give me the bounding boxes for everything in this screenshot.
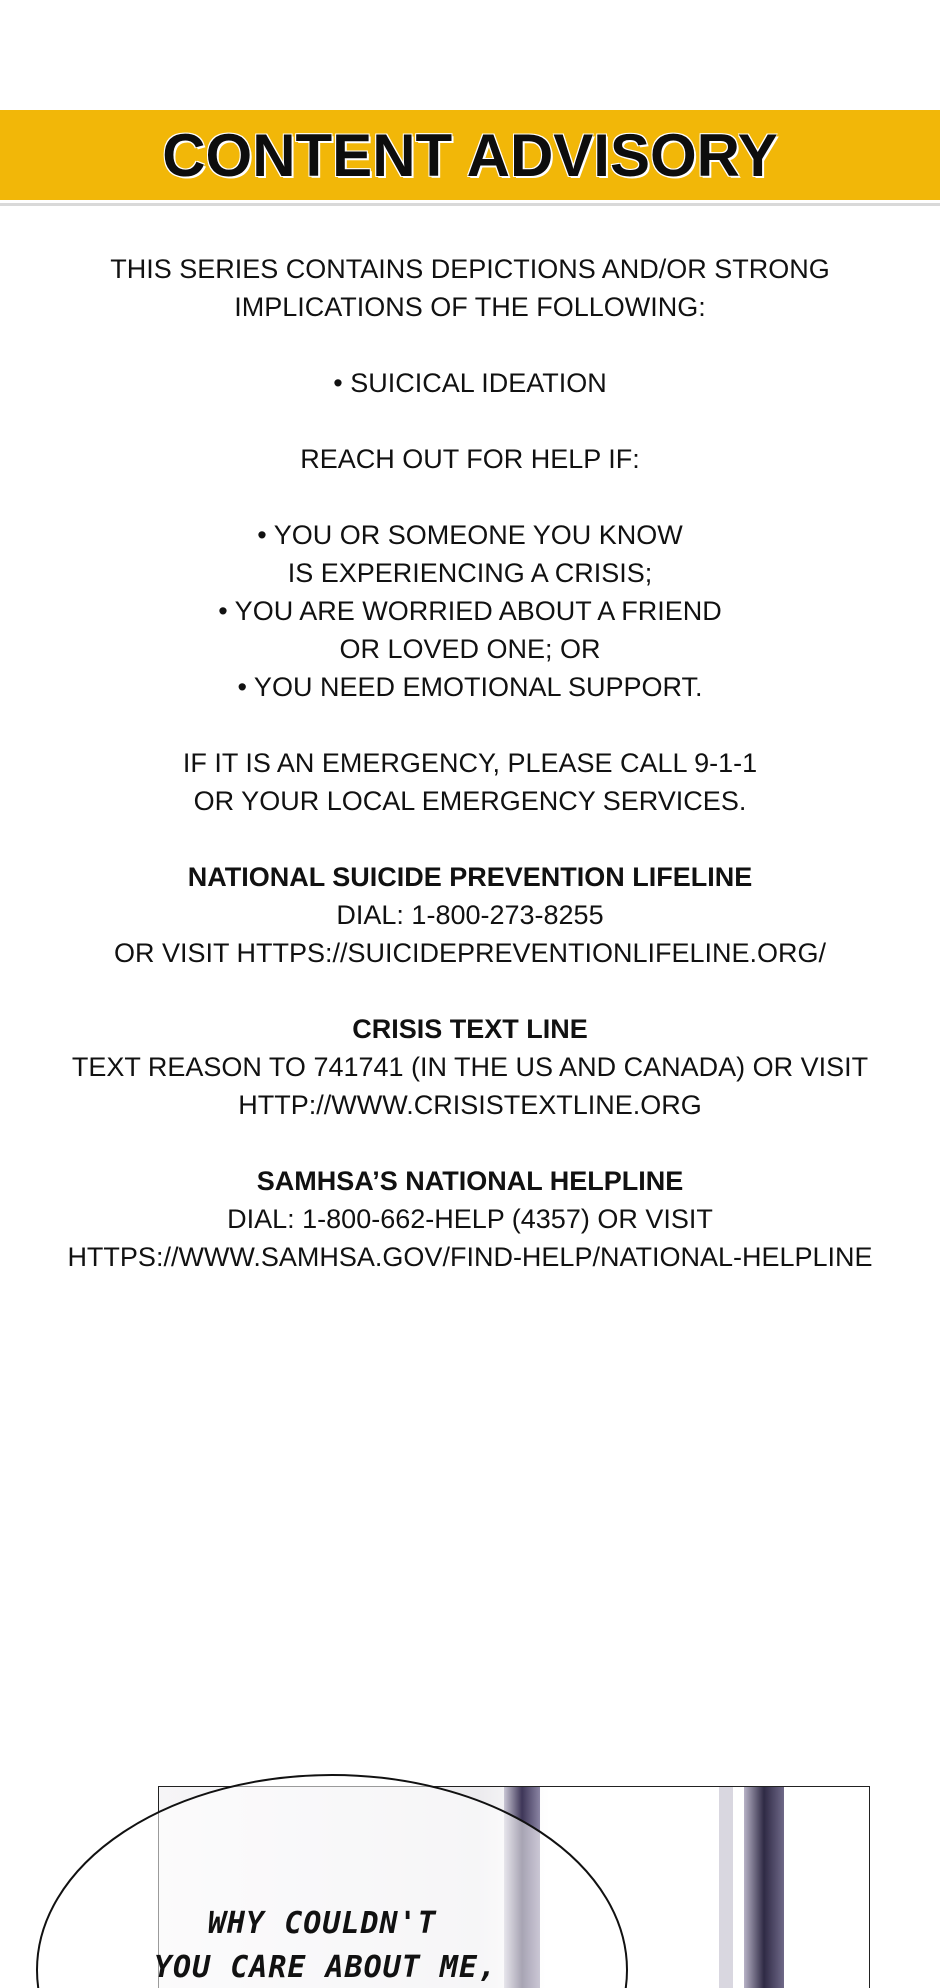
reach-out-item: OR LOVED ONE; OR xyxy=(339,634,601,664)
resource-detail: DIAL: 1-800-662-HELP (4357) OR VISIT xyxy=(227,1204,713,1234)
emergency-line: IF IT IS AN EMERGENCY, PLEASE CALL 9-1-1 xyxy=(182,748,758,778)
resource-link[interactable]: OR VISIT HTTPS://SUICIDEPREVENTIONLIFELINE.ORG/ xyxy=(113,938,827,968)
resource-name-samhsa: SAMHSA’S NATIONAL HELPLINE xyxy=(256,1166,684,1196)
reach-out-heading: REACH OUT FOR HELP IF: xyxy=(300,444,640,474)
reach-out-item: • YOU NEED EMOTIONAL SUPPORT. xyxy=(237,672,703,702)
reach-out-item: • YOU OR SOMEONE YOU KNOW xyxy=(257,520,683,550)
intro-line: THIS SERIES CONTAINS DEPICTIONS AND/OR STRONG xyxy=(110,254,830,284)
emergency-line: OR YOUR LOCAL EMERGENCY SERVICES. xyxy=(193,786,747,816)
content-advisory-banner xyxy=(0,110,940,203)
advisory-content xyxy=(0,250,940,1276)
speech-line: WHY COULDN'T xyxy=(208,1906,437,1941)
resource-name-lifeline: NATIONAL SUICIDE PREVENTION LIFELINE xyxy=(187,862,753,892)
reach-out-item: • YOU ARE WORRIED ABOUT A FRIEND xyxy=(218,596,722,626)
resource-link[interactable]: HTTP://WWW.CRISISTEXTLINE.ORG xyxy=(238,1090,702,1120)
resource-name-crisis-text-line: CRISIS TEXT LINE xyxy=(352,1014,588,1044)
speech-bubble-text xyxy=(130,1902,550,1988)
topic-item: • SUICICAL IDEATION xyxy=(333,368,607,398)
resource-detail: DIAL: 1-800-273-8255 xyxy=(336,900,604,930)
banner-title: CONTENT ADVISORY xyxy=(162,121,778,189)
resource-detail: TEXT REASON TO 741741 (IN THE US AND CANADA) OR VISIT xyxy=(71,1052,869,1082)
speech-line: YOU CARE ABOUT ME, xyxy=(154,1950,498,1985)
comic-panel xyxy=(0,1730,940,1988)
resource-link[interactable]: HTTPS://WWW.SAMHSA.GOV/FIND-HELP/NATIONAL-HELPLINE xyxy=(67,1242,873,1272)
intro-line: IMPLICATIONS OF THE FOLLOWING: xyxy=(234,292,706,322)
reach-out-item: IS EXPERIENCING A CRISIS; xyxy=(287,558,653,588)
